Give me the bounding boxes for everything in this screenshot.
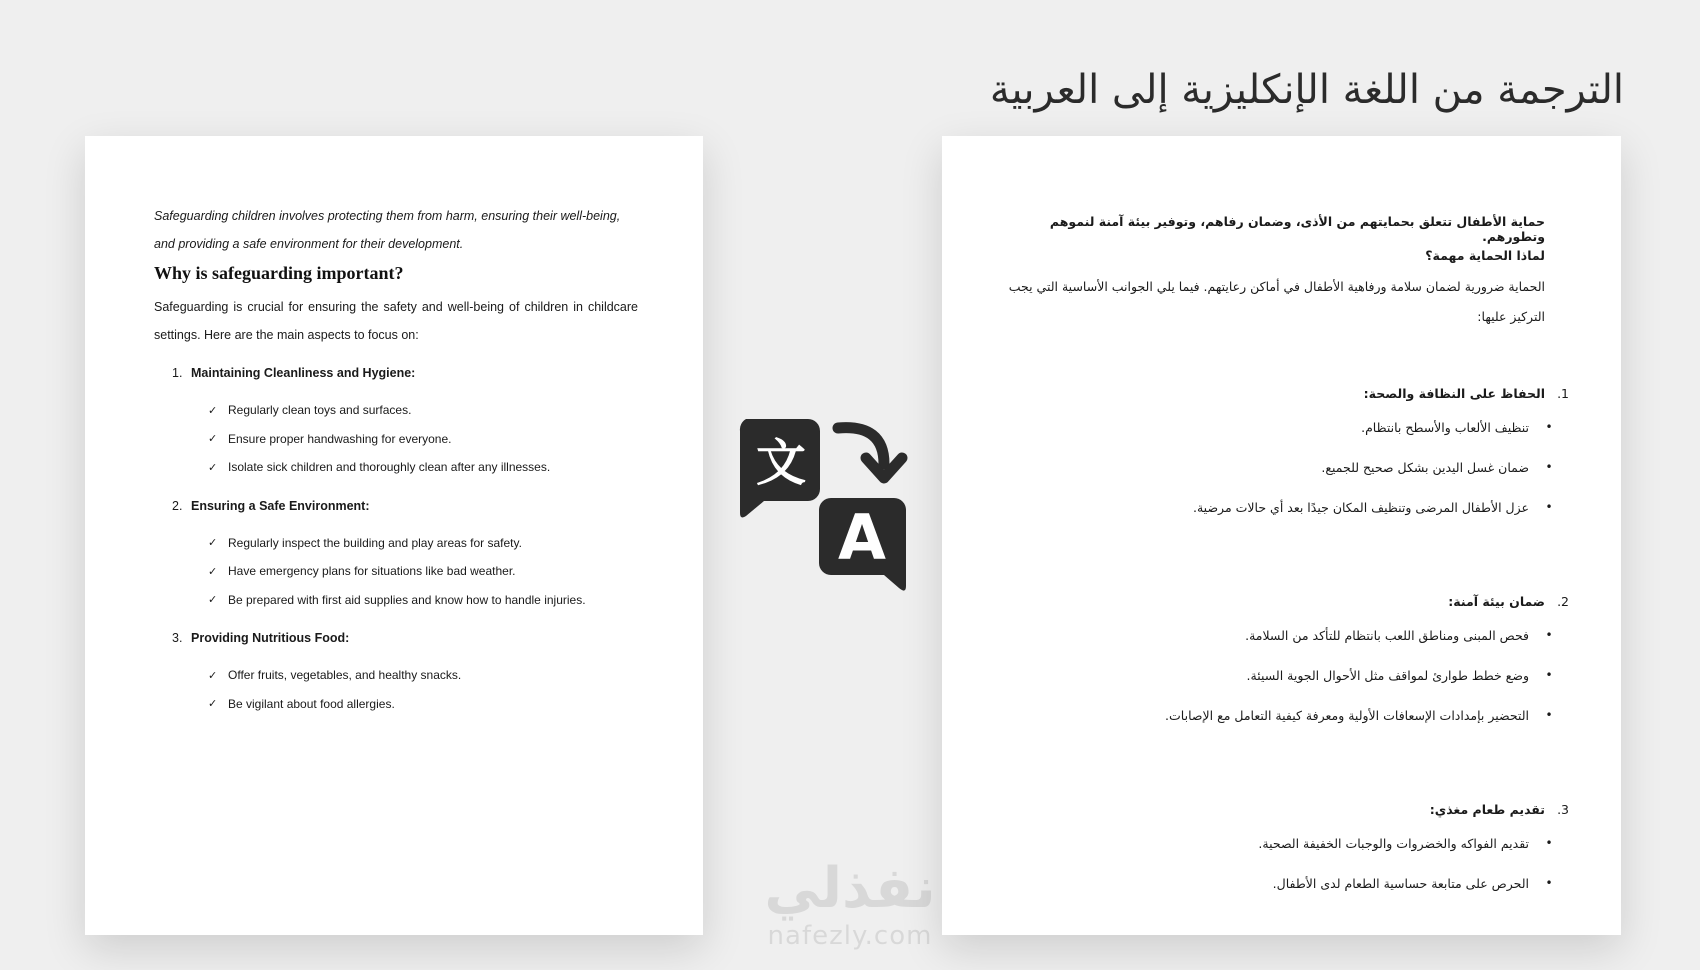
arabic-section-2: [985, 590, 1569, 748]
list-item: [985, 628, 1569, 668]
translate-icon: [734, 418, 908, 592]
section-title: تقديم طعام مغذي:: [1429, 801, 1545, 817]
section-number: 1.: [1557, 385, 1569, 401]
english-document-body: [154, 202, 638, 718]
list-item-text: ضمان غسل اليدين بشكل صحيح للجميع.: [1321, 460, 1529, 475]
list-item-text: الحرص على متابعة حساسية الطعام لدى الأطفال.: [1272, 876, 1529, 891]
english-paragraph: Safeguarding is crucial for ensuring the safety and well-being of children in childcare settings. Here are the main aspects to focus on:: [154, 300, 638, 342]
list-item-text: Be prepared with first aid supplies and know how to handle injuries.: [228, 592, 586, 607]
checklist: [154, 396, 638, 482]
list-item: [208, 557, 638, 586]
bullet-list: [985, 628, 1553, 748]
check-icon: ✓: [208, 669, 218, 682]
arabic-paragraph: الحماية ضرورية لضمان سلامة ورفاهية الأطفال في أماكن رعايتهم. فيما يلي الجوانب الأساسية التي يجب التركيز عليها:: [1008, 279, 1545, 324]
section-heading: [172, 628, 638, 648]
section-title: ضمان بيئة آمنة:: [1448, 593, 1545, 609]
english-section-3: [154, 628, 638, 718]
bullet-icon: •: [1545, 460, 1553, 474]
target-glyph: A: [838, 501, 886, 574]
section-heading: [985, 798, 1569, 820]
english-heading: Why is safeguarding important?: [154, 263, 404, 283]
bullet-icon: •: [1545, 420, 1553, 434]
check-icon: ✓: [208, 594, 218, 607]
section-number: 1.: [172, 366, 183, 380]
list-item: [985, 876, 1569, 916]
list-item: [985, 668, 1569, 708]
list-item-text: التحضير بإمدادات الإسعافات الأولية ومعرفة كيفية التعامل مع الإصابات.: [1165, 708, 1529, 723]
arabic-section-3: [985, 798, 1569, 916]
watermark-arabic: نفذلي: [764, 856, 936, 921]
list-item-text: Regularly clean toys and surfaces.: [228, 403, 412, 418]
check-icon: ✓: [208, 698, 218, 711]
section-title: الحفاظ على النظافة والصحة:: [1363, 385, 1545, 401]
bullet-icon: •: [1545, 628, 1553, 642]
checklist: [154, 529, 638, 615]
check-icon: ✓: [208, 433, 218, 446]
list-item: [985, 708, 1569, 748]
section-number: 2.: [1557, 593, 1569, 609]
english-section-2: [154, 496, 638, 615]
watermark-latin: nafezly.com: [767, 921, 933, 951]
check-icon: ✓: [208, 404, 218, 417]
list-item: [985, 460, 1569, 500]
list-item-text: Be vigilant about food allergies.: [228, 696, 395, 711]
list-item: [208, 586, 638, 615]
list-item: [985, 420, 1569, 460]
section-heading: [985, 382, 1569, 404]
arabic-heading: لماذا الحماية مهمة؟: [1425, 248, 1545, 263]
arabic-section-1: [985, 382, 1569, 540]
bullet-icon: •: [1545, 836, 1553, 850]
list-item: [208, 396, 638, 425]
list-item: [985, 836, 1569, 876]
checklist: [154, 661, 638, 718]
list-item-text: Have emergency plans for situations like bad weather.: [228, 564, 516, 579]
bullet-list: [985, 836, 1553, 916]
list-item-text: Regularly inspect the building and play areas for safety.: [228, 535, 522, 550]
list-item-text: فحص المبنى ومناطق اللعب بانتظام للتأكد من السلامة.: [1245, 628, 1529, 643]
section-title: Ensuring a Safe Environment:: [191, 498, 370, 513]
list-item: [208, 453, 638, 482]
bullet-icon: •: [1545, 876, 1553, 890]
list-item-text: Offer fruits, vegetables, and healthy snacks.: [228, 668, 462, 683]
bullet-icon: •: [1545, 500, 1553, 514]
list-item: [208, 690, 638, 719]
english-intro: Safeguarding children involves protecting them from harm, ensuring their well-being, and providing a safe environment for their development.: [154, 209, 621, 251]
section-number: 3.: [1557, 801, 1569, 817]
source-glyph: 文: [756, 434, 806, 492]
section-heading: [985, 590, 1569, 612]
check-icon: ✓: [208, 565, 218, 578]
bullet-list: [985, 420, 1553, 540]
list-item-text: تنظيف الألعاب والأسطح بانتظام.: [1361, 420, 1529, 435]
bullet-icon: •: [1545, 668, 1553, 682]
english-document: [85, 136, 703, 935]
watermark: [745, 858, 955, 970]
section-number: 3.: [172, 631, 183, 645]
check-icon: ✓: [208, 537, 218, 550]
arabic-intro: حماية الأطفال تتعلق بحمايتهم من الأذى، وضمان رفاهم، وتوفير بيئة آمنة لنموهم وتطورهم.: [1049, 214, 1545, 244]
bullet-icon: •: [1545, 708, 1553, 722]
list-item: [985, 500, 1569, 540]
arabic-document: [942, 136, 1621, 935]
list-item-text: Isolate sick children and thoroughly clean after any illnesses.: [228, 460, 551, 475]
english-section-1: [154, 363, 638, 482]
list-item-text: Ensure proper handwashing for everyone.: [228, 431, 452, 446]
section-number: 2.: [172, 498, 183, 513]
page-title: الترجمة من اللغة الإنكليزية إلى العربية: [989, 66, 1624, 113]
arabic-document-body: [985, 214, 1569, 916]
list-item-text: تقديم الفواكه والخضروات والوجبات الخفيفة الصحية.: [1258, 836, 1529, 851]
list-item: [208, 529, 638, 558]
check-icon: ✓: [208, 461, 218, 474]
section-title: Providing Nutritious Food:: [191, 631, 350, 645]
list-item: [208, 425, 638, 454]
list-item-text: وضع خطط طوارئ لمواقف مثل الأحوال الجوية السيئة.: [1246, 668, 1529, 683]
list-item-text: عزل الأطفال المرضى وتنظيف المكان جيدًا بعد أي حالات مرضية.: [1193, 500, 1529, 515]
section-heading: [172, 363, 638, 383]
section-heading: [172, 496, 638, 516]
list-item: [208, 661, 638, 690]
section-title: Maintaining Cleanliness and Hygiene:: [191, 366, 416, 380]
